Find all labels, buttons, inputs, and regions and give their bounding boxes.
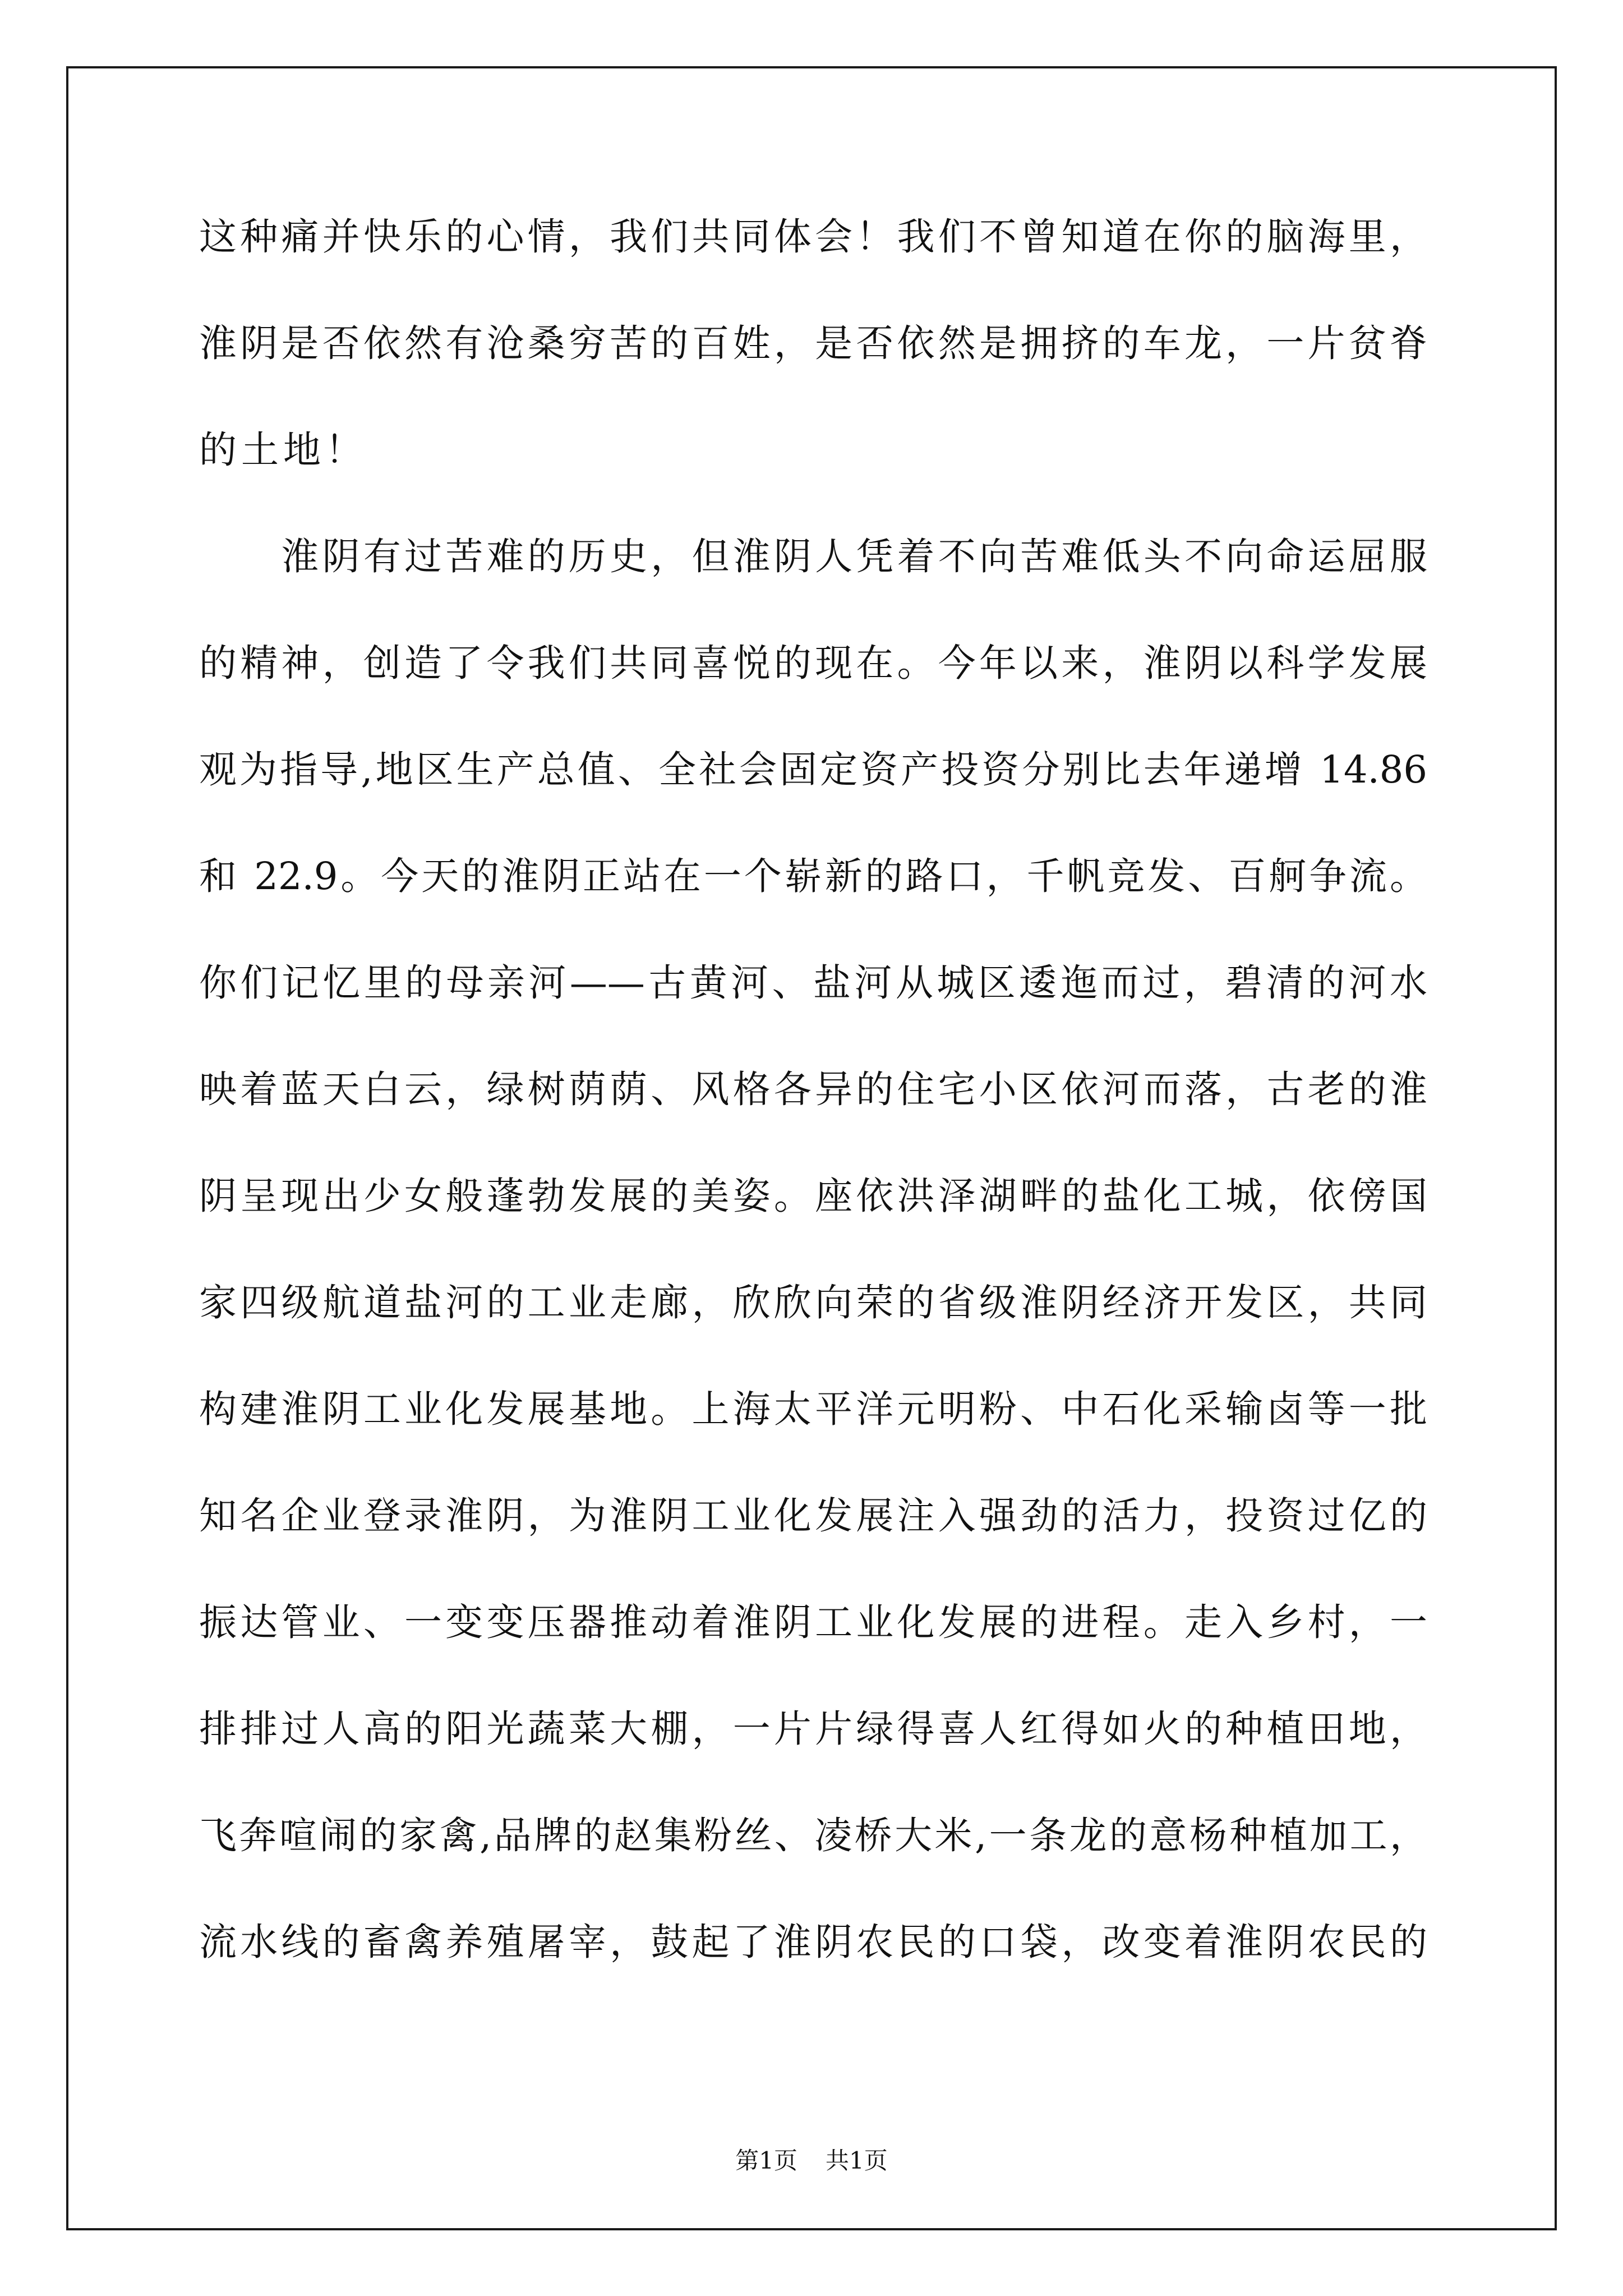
text-line: 的土地！: [199, 428, 367, 472]
text-line: 知名企业登录淮阴，为淮阴工业化发展注入强劲的活力，投资过亿的: [199, 1494, 1427, 1538]
text-line: 流水线的畜禽养殖屠宰，鼓起了淮阴农民的口袋，改变着淮阴农民的: [199, 1920, 1427, 1964]
text-line: 这种痛并快乐的心情，我们共同体会！我们不曾知道在你的脑海里，: [199, 215, 1427, 259]
text-line: 淮阴是否依然有沧桑穷苦的百姓，是否依然是拥挤的车龙，一片贫脊: [199, 321, 1427, 365]
text-line: 构建淮阴工业化发展基地。上海太平洋元明粉、中石化采输卤等一批: [199, 1387, 1427, 1431]
text-line: 排排过人高的阳光蔬菜大棚，一片片绿得喜人红得如火的种植田地，: [199, 1707, 1427, 1751]
page-number: 第1页: [735, 2147, 797, 2174]
text-line: 淮阴有过苦难的历史，但淮阴人凭着不向苦难低头不向命运屈服: [199, 535, 1427, 578]
text-line: 和 22.9。今天的淮阴正站在一个崭新的路口，千帆竞发、百舸争流。: [199, 854, 1427, 898]
page-border: [66, 66, 1557, 2230]
text-line: 映着蓝天白云，绿树荫荫、风格各异的住宅小区依河而落，古老的淮: [199, 1068, 1427, 1111]
text-line: 阴呈现出少女般蓬勃发展的美姿。座依洪泽湖畔的盐化工城，依傍国: [199, 1174, 1427, 1218]
text-line: 振达管业、一变变压器推动着淮阴工业化发展的进程。走入乡村，一: [199, 1600, 1427, 1644]
text-line: 你们记忆里的母亲河——古黄河、盐河从城区逶迤而过，碧清的河水: [199, 961, 1427, 1005]
text-line: 飞奔喧闹的家禽,品牌的赵集粉丝、凌桥大米,一条龙的意杨种植加工，: [199, 1814, 1427, 1857]
text-line: 家四级航道盐河的工业走廊，欣欣向荣的省级淮阴经济开发区，共同: [199, 1281, 1427, 1324]
page-total: 共1页: [826, 2147, 888, 2174]
text-line: 观为指导,地区生产总值、全社会固定资产投资分别比去年递增 14.86: [199, 748, 1427, 792]
text-line: 的精神，创造了令我们共同喜悦的现在。今年以来，淮阴以科学发展: [199, 641, 1427, 685]
page-footer: [0, 2144, 1623, 2178]
